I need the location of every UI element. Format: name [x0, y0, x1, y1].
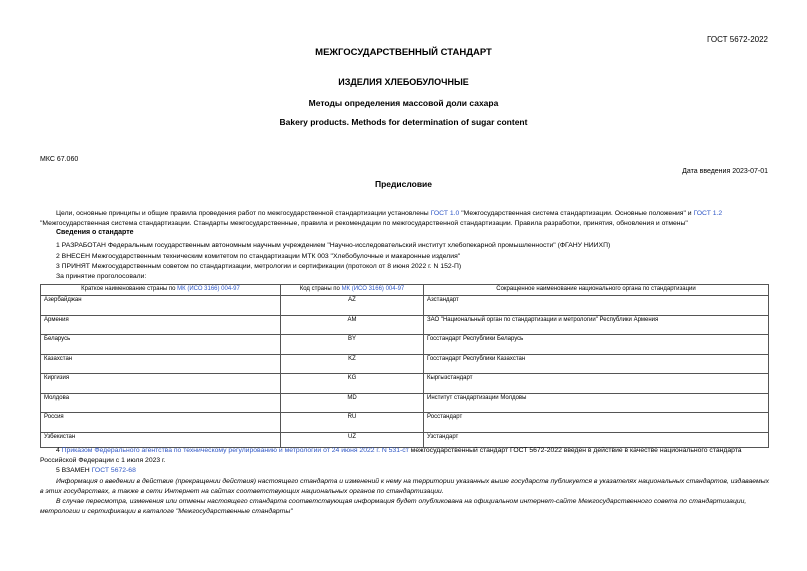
country-code-cell: RU [281, 413, 424, 433]
column-header-code [281, 285, 424, 296]
mks-code: МКС 67.060 [40, 156, 79, 163]
publication-info-paragraph: Информация о введении в действие (прекращении действия) настоящего стандарта и изменений к нему на территории указанных выше государств публикуется в указателях национальных стандартов, издаваемых в этих государствах, а также в сети Интернет на сайтах соответствующих национальных органов по стандартизации. [40, 478, 770, 495]
gost-1-0-link[interactable]: ГОСТ 1.0 [430, 210, 460, 217]
country-code-cell: MD [281, 393, 424, 413]
column-header-code-text: Код страны по [299, 286, 342, 292]
revision-info-paragraph: В случае пересмотра, изменения или отмены настоящего стандарта соответствующая информация будет опубликована на официальном интернет-сайте Межгосударственного совета по стандартизации, метрологии и сертификации в каталоге "Межгосударственные стандарты" [40, 498, 747, 515]
country-code-cell: KG [281, 374, 424, 394]
submitted-by-item: 2 ВНЕСЕН Межгосударственным техническим комитетом по стандартизации МТК 003 "Хлебобулочные и макаронные изделия" [56, 253, 461, 260]
standard-type-heading: МЕЖГОСУДАРСТВЕННЫЙ СТАНДАРТ [315, 47, 492, 58]
rosstandart-order-link[interactable]: Приказом Федерального агентства по техническому регулированию и метрологии от 24 июня 2022 г. N 531-ст [61, 447, 409, 454]
country-cell: Армения [41, 315, 281, 335]
gost-1-2-link[interactable]: ГОСТ 1.2 [693, 210, 723, 217]
country-cell: Киргизия [41, 374, 281, 394]
country-code-cell: KZ [281, 354, 424, 374]
standards-body-cell: Госстандарт Республики Беларусь [424, 335, 769, 355]
developed-by-item: 1 РАЗРАБОТАН Федеральным государственным автономным научным учреждением "Научно-исследовательский институт хлебопекарной промышленности" (ФГАНУ НИИХП) [56, 242, 611, 249]
aims-text-3: "Межгосударственная система стандартизации. Стандарты межгосударственные, правила и рекомендации по межгосударственной стандартизации. Правила разработки, принятия, обновления и отмены" [40, 220, 688, 227]
country-cell: Узбекистан [41, 432, 281, 447]
table-row [41, 354, 769, 374]
table-row [41, 296, 769, 316]
standards-body-cell: Азстандарт [424, 296, 769, 316]
country-code-cell: AM [281, 315, 424, 335]
country-cell: Беларусь [41, 335, 281, 355]
adopted-by-item: 3 ПРИНЯТ Межгосударственным советом по стандартизации, метрологии и сертификации (протокол от 8 июня 2022 г. N 152-П) [56, 263, 462, 270]
standards-body-cell: Институт стандартизации Молдовы [424, 393, 769, 413]
standards-body-cell: Госстандарт Республики Казахстан [424, 354, 769, 374]
standards-body-cell: Росстандарт [424, 413, 769, 433]
voting-countries-table [40, 284, 769, 448]
method-title-ru: Методы определения массовой доли сахара [308, 98, 499, 108]
aims-paragraph [40, 209, 770, 229]
gost-5672-68-link[interactable]: ГОСТ 5672-68 [91, 467, 136, 474]
column-header-country-text: Краткое наименование страны по [81, 286, 178, 292]
introduction-date: Дата введения 2023-07-01 [682, 168, 768, 175]
voted-for-label: За принятие проголосовали: [56, 273, 147, 280]
replaces-item [56, 466, 136, 476]
country-cell: Молдова [41, 393, 281, 413]
table-row [41, 374, 769, 394]
standards-body-cell: ЗАО "Национальный орган по стандартизации и метрологии" Республики Армения [424, 315, 769, 335]
table-row [41, 335, 769, 355]
table-header-row [41, 285, 769, 296]
country-cell: Россия [41, 413, 281, 433]
column-header-country [41, 285, 281, 296]
standards-body-cell: Кыргызстандарт [424, 374, 769, 394]
enactment-text: межгосударственный стандарт ГОСТ 5672-2022 введен в действие в качестве национального стандарта Российской Федерации с 1 июля 2023 г. [40, 447, 742, 464]
country-cell: Казахстан [41, 354, 281, 374]
foreword-heading: Предисловие [374, 179, 433, 189]
table-row [41, 432, 769, 447]
replaces-prefix: 5 ВЗАМЕН [56, 467, 92, 474]
aims-text-1: Цели, основные принципы и общие правила проведения работ по межгосударственной стандартизации установлены [56, 210, 431, 217]
table-row [41, 393, 769, 413]
mk-iso-3166-link[interactable]: МК (ИСО 3166) 004-97 [177, 286, 240, 292]
table-row [41, 413, 769, 433]
country-code-cell: UZ [281, 432, 424, 447]
method-title-en: Bakery products. Methods for determination of sugar content [279, 117, 528, 127]
table-row [41, 315, 769, 335]
about-standard-heading: Сведения о стандарте [56, 229, 134, 236]
country-code-cell: AZ [281, 296, 424, 316]
mk-iso-3166-code-link[interactable]: МК (ИСО 3166) 004-97 [341, 286, 405, 292]
document-number: ГОСТ 5672-2022 [707, 35, 768, 44]
enactment-item [40, 446, 770, 466]
aims-text-2: "Межгосударственная система стандартизации. Основные положения" и [459, 210, 694, 217]
column-header-body: Сокращенное наименование национального органа по стандартизации [424, 285, 769, 296]
country-code-cell: BY [281, 335, 424, 355]
enactment-prefix: 4 [56, 447, 62, 454]
standards-body-cell: Узстандарт [424, 432, 769, 447]
product-title: ИЗДЕЛИЯ ХЛЕБОБУЛОЧНЫЕ [338, 77, 469, 87]
country-cell: Азербайджан [41, 296, 281, 316]
